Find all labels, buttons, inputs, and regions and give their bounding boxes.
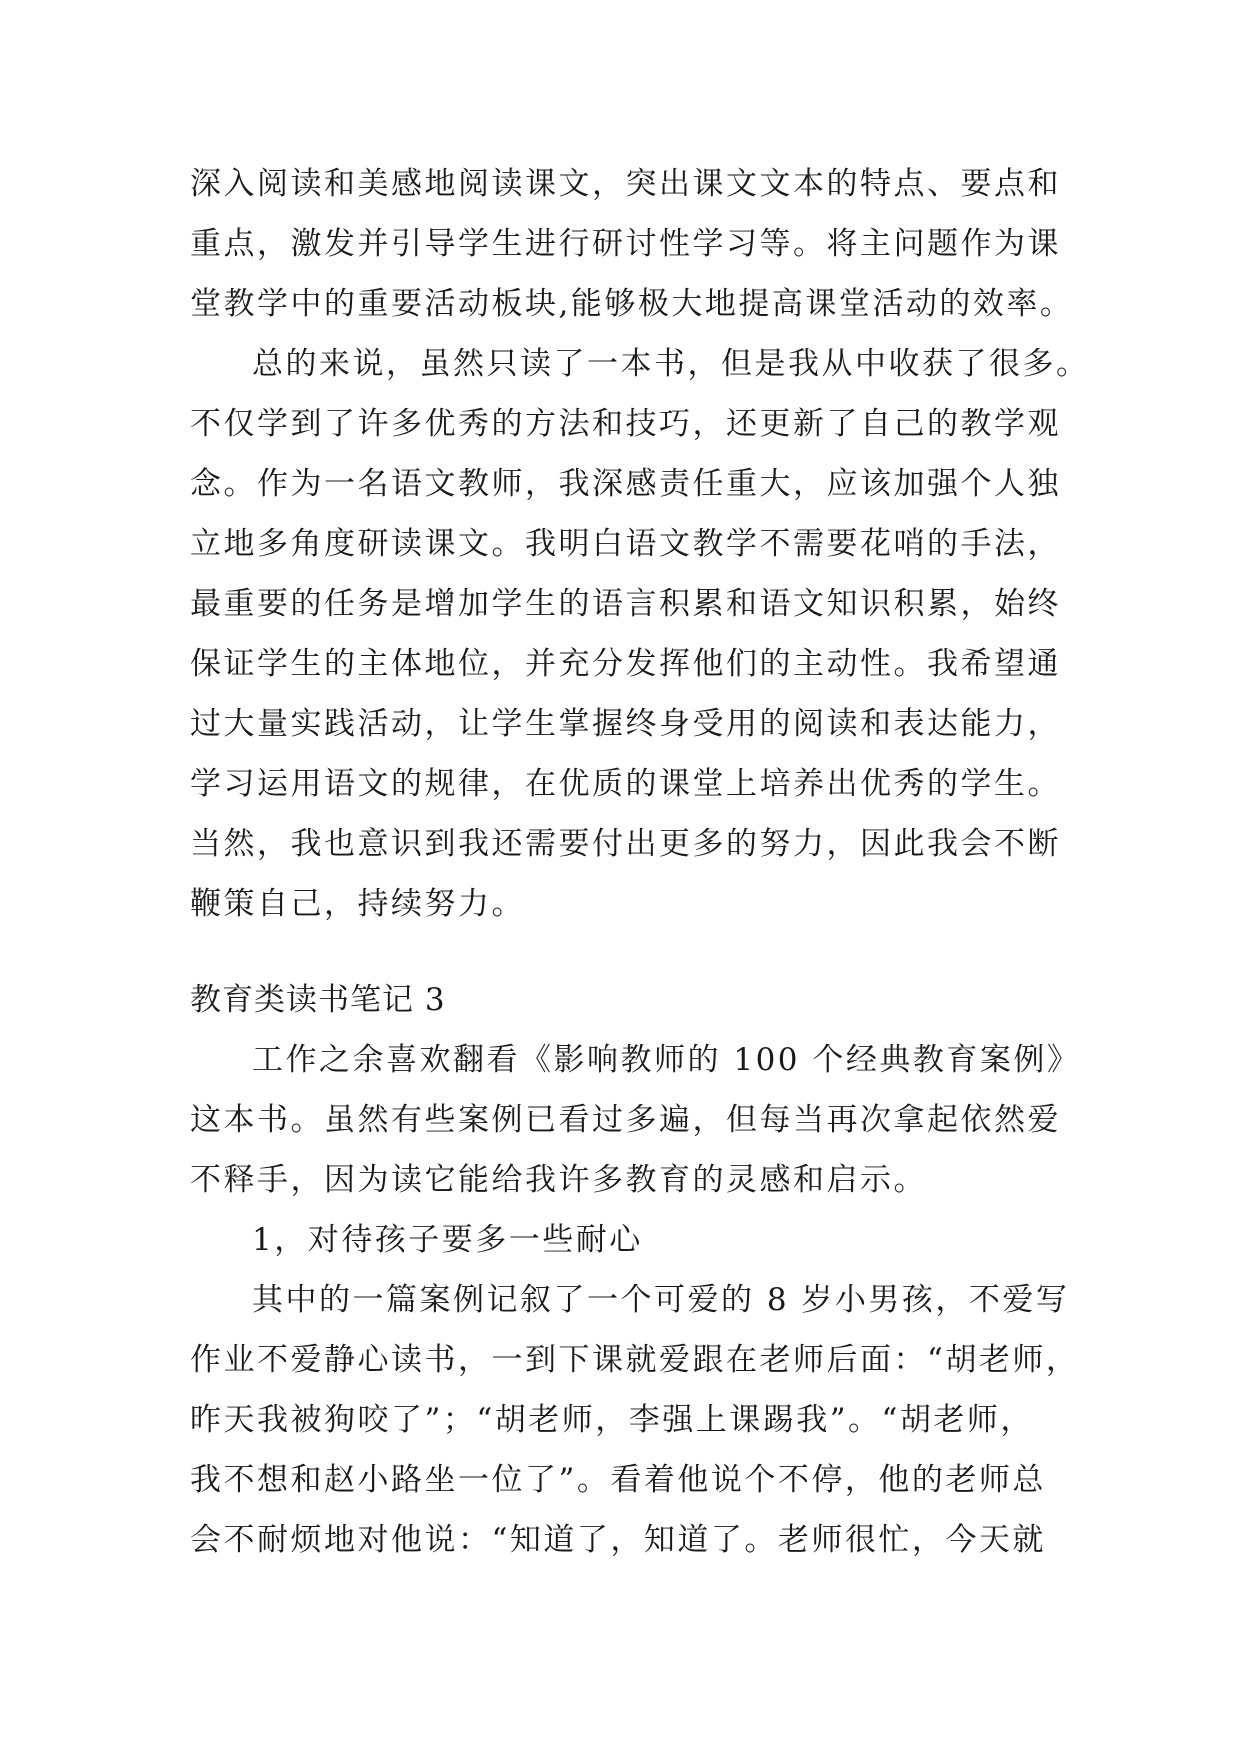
- paragraph-2-line-5: 最重要的任务是增加学生的语言积累和语文知识积累，始终: [190, 586, 1061, 622]
- paragraph-2-line-8: 学习运用语文的规律，在优质的课堂上培养出优秀的学生。: [190, 766, 1061, 802]
- paragraph-4-line-4: 我不想和赵小路坐一位了”。看着他说个不停，他的老师总: [190, 1462, 1046, 1498]
- paragraph-2-line-9: 当然，我也意识到我还需要付出更多的努力，因此我会不断: [190, 826, 1061, 862]
- paragraph-4-line-5: 会不耐烦地对他说：“知道了，知道了。老师很忙，今天就: [190, 1522, 1046, 1558]
- paragraph-4-line-2: 作业不爱静心读书，一到下课就爱跟在老师后面：“胡老师，: [190, 1342, 1080, 1378]
- paragraph-1-line-3: 堂教学中的重要活动板块,能够极大地提高课堂活动的效率。: [190, 286, 1074, 322]
- paragraph-1-line-1: 深入阅读和美感地阅读课文，突出课文文本的特点、要点和: [190, 166, 1061, 202]
- paragraph-2-line-10: 鞭策自己，持续努力。: [190, 886, 525, 922]
- paragraph-2-line-7: 过大量实践活动，让学生掌握终身受用的阅读和表达能力，: [190, 706, 1061, 742]
- paragraph-2-line-3: 念。作为一名语文教师，我深感责任重大，应该加强个人独: [190, 466, 1061, 502]
- paragraph-2-line-6: 保证学生的主体地位，并充分发挥他们的主动性。我希望通: [190, 646, 1061, 682]
- paragraph-2-line-1: 总的来说，虽然只读了一本书，但是我从中收获了很多。: [252, 346, 1090, 382]
- paragraph-3-line-2: 这本书。虽然有些案例已看过多遍，但每当再次拿起依然爱: [190, 1102, 1061, 1138]
- paragraph-3-line-1: 工作之余喜欢翻看《影响教师的 100 个经典教育案例》: [252, 1042, 1081, 1078]
- paragraph-4-line-3: 昨天我被狗咬了”；“胡老师，李强上课踢我”。“胡老师，: [190, 1402, 1034, 1438]
- paragraph-1-line-2: 重点，激发并引导学生进行研讨性学习等。将主问题作为课: [190, 226, 1061, 262]
- subheading: 1，对待孩子要多一些耐心: [252, 1222, 643, 1258]
- paragraph-2-line-4: 立地多角度研读课文。我明白语文教学不需要花哨的手法，: [190, 526, 1061, 562]
- section-heading: 教育类读书笔记 3: [190, 982, 446, 1018]
- paragraph-2-line-2: 不仅学到了许多优秀的方法和技巧，还更新了自己的教学观: [190, 406, 1061, 442]
- paragraph-3-line-3: 不释手，因为读它能给我许多教育的灵感和启示。: [190, 1162, 927, 1198]
- paragraph-4-line-1: 其中的一篇案例记叙了一个可爱的 8 岁小男孩，不爱写: [252, 1282, 1070, 1318]
